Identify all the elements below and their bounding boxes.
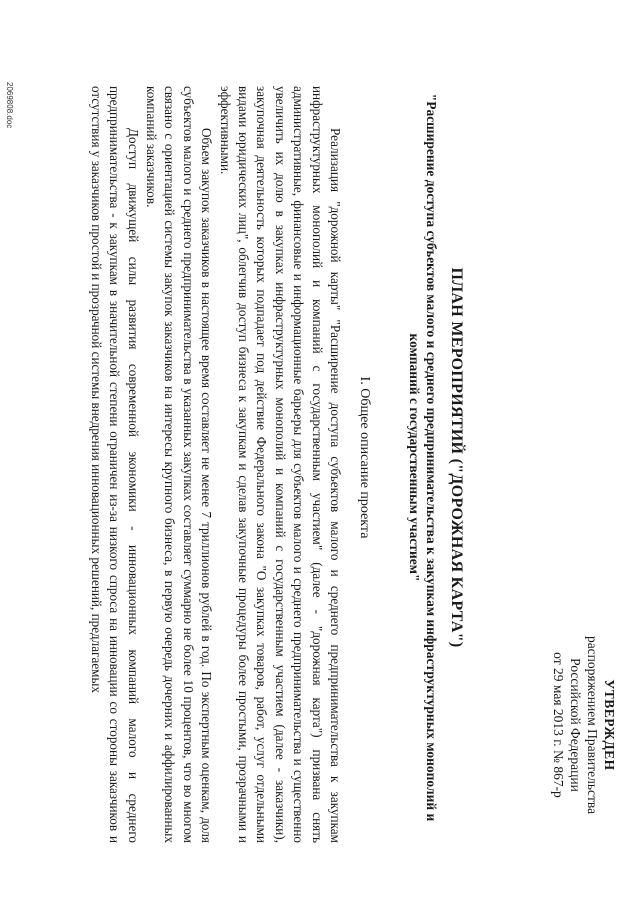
section-heading: I. Общее описание проекта xyxy=(357,376,372,539)
body-text xyxy=(86,86,344,843)
approval-title: УТВЕРЖДЕН xyxy=(602,679,617,771)
document-code: 2069808.doc xyxy=(5,82,14,129)
approval-line-authority: распоряжением Правительства xyxy=(585,635,600,815)
page-title: ПЛАН МЕРОПРИЯТИЙ ("ДОРОЖНАЯ КАРТА") xyxy=(448,267,465,648)
paragraph: Объем закупок заказчиков в настоящее время составляет не менее 7 триллионов рублей в год. По экспертным оценкам, доля субъектов малого и среднего предпринимательства в указанных закупках составляет суммарно не более 10 процентов, что во многом связано с ориентацией системы закупок заказчиков на интересы крупного бизнеса, в первую очередь дочерних и аффилированных компаний заказчиков. xyxy=(143,86,215,843)
paragraph: Реализация "дорожной карты" "Расширение доступа субъектов малого и среднего предпринимательства к закупкам инфраструктурных монополий и компаний с государственным участием" (далее - "дорожная карта") призвана снять административные, финансовые и информационные барьеры для субъектов малого и среднего предпринимательства и существенно увеличить их долю в закупках инфраструктурных монополий и компаний с государственным участием (далее - заказчики), закупочная деятельность которых подпадает под действие Федерального закона "О закупках товаров, работ, услуг отдельными видами юридических лиц", облегчив доступ бизнеса к закупкам и сделав закупочные процедуры более простыми, прозрачными и эффективными. xyxy=(217,86,343,843)
page-subtitle: "Расширение доступа субъектов малого и среднего предпринимательства к закупкам инфраструктурных монополий и компаний с государственным участием" xyxy=(407,93,439,822)
approval-stamp xyxy=(550,620,618,830)
approval-line-country: Российской Федерации xyxy=(568,658,583,792)
paragraph: Доступ движущей силы развития современной экономики - инновационных компаний малого и среднего предпринимательства - к закупкам в значительной степени ограничен из-за низкого спроса на инновации со стороны заказчиков и отсутствия у заказчиков простой и прозрачной системы внедрения инновационных решений, предлагаемых xyxy=(88,86,141,843)
approval-line-date: от 29 мая 2013 г. № 867-р xyxy=(551,652,566,798)
